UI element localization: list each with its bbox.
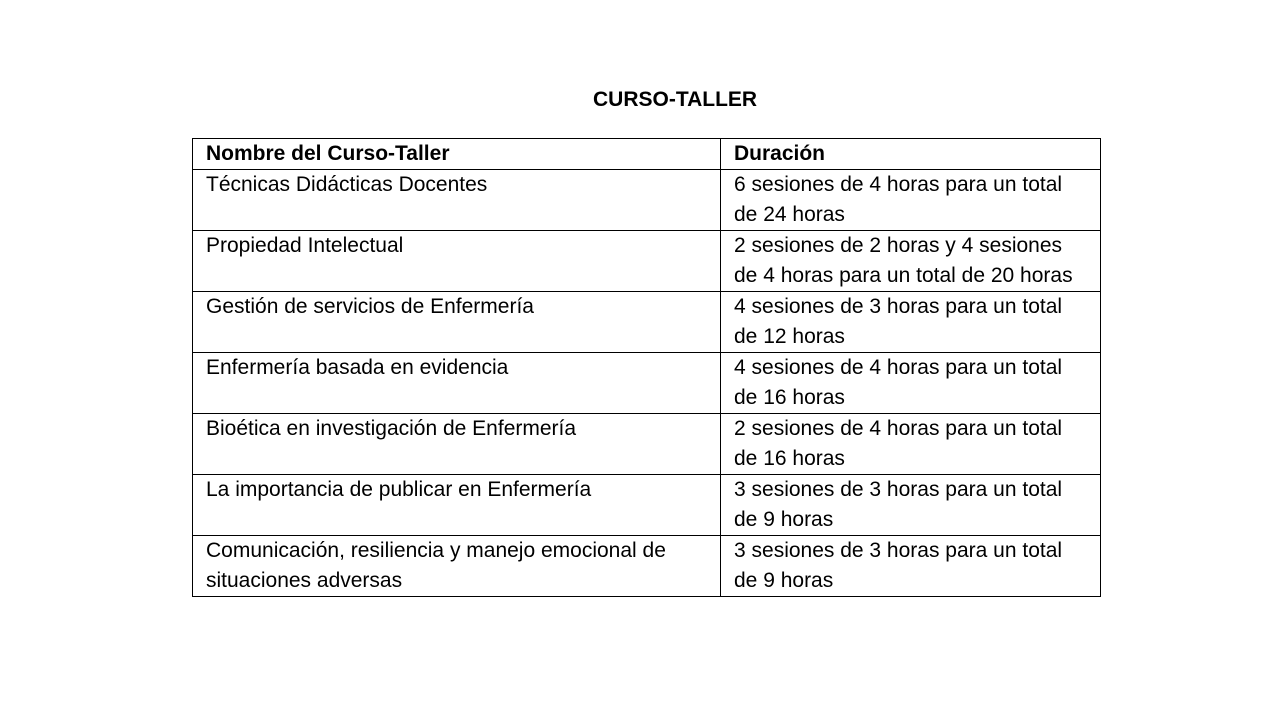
course-name-cell: Bioética en investigación de Enfermería [193, 414, 721, 475]
duration-cell: 6 sesiones de 4 horas para un total de 24 horas [721, 170, 1101, 231]
course-name-cell: Comunicación, resiliencia y manejo emocional de situaciones adversas [193, 536, 721, 597]
page-title: CURSO-TALLER [593, 88, 758, 111]
table-row [193, 475, 1101, 536]
course-name-cell: Enfermería basada en evidencia [193, 353, 721, 414]
table-row [193, 414, 1101, 475]
course-table [192, 138, 1101, 597]
table-row [193, 536, 1101, 597]
table-row [193, 292, 1101, 353]
duration-cell: 2 sesiones de 4 horas para un total de 16 horas [721, 414, 1101, 475]
duration-cell: 4 sesiones de 3 horas para un total de 12 horas [721, 292, 1101, 353]
course-name-cell: Técnicas Didácticas Docentes [193, 170, 721, 231]
column-header-duration: Duración [721, 139, 1101, 170]
duration-cell: 3 sesiones de 3 horas para un total de 9 horas [721, 536, 1101, 597]
table-row [193, 231, 1101, 292]
table-row [193, 353, 1101, 414]
column-header-course-name: Nombre del Curso-Taller [193, 139, 721, 170]
table-row [193, 170, 1101, 231]
course-name-cell: Gestión de servicios de Enfermería [193, 292, 721, 353]
duration-cell: 3 sesiones de 3 horas para un total de 9 horas [721, 475, 1101, 536]
duration-cell: 2 sesiones de 2 horas y 4 sesiones de 4 horas para un total de 20 horas [721, 231, 1101, 292]
course-name-cell: Propiedad Intelectual [193, 231, 721, 292]
duration-cell: 4 sesiones de 4 horas para un total de 16 horas [721, 353, 1101, 414]
table-header-row [193, 139, 1101, 170]
course-name-cell: La importancia de publicar en Enfermería [193, 475, 721, 536]
